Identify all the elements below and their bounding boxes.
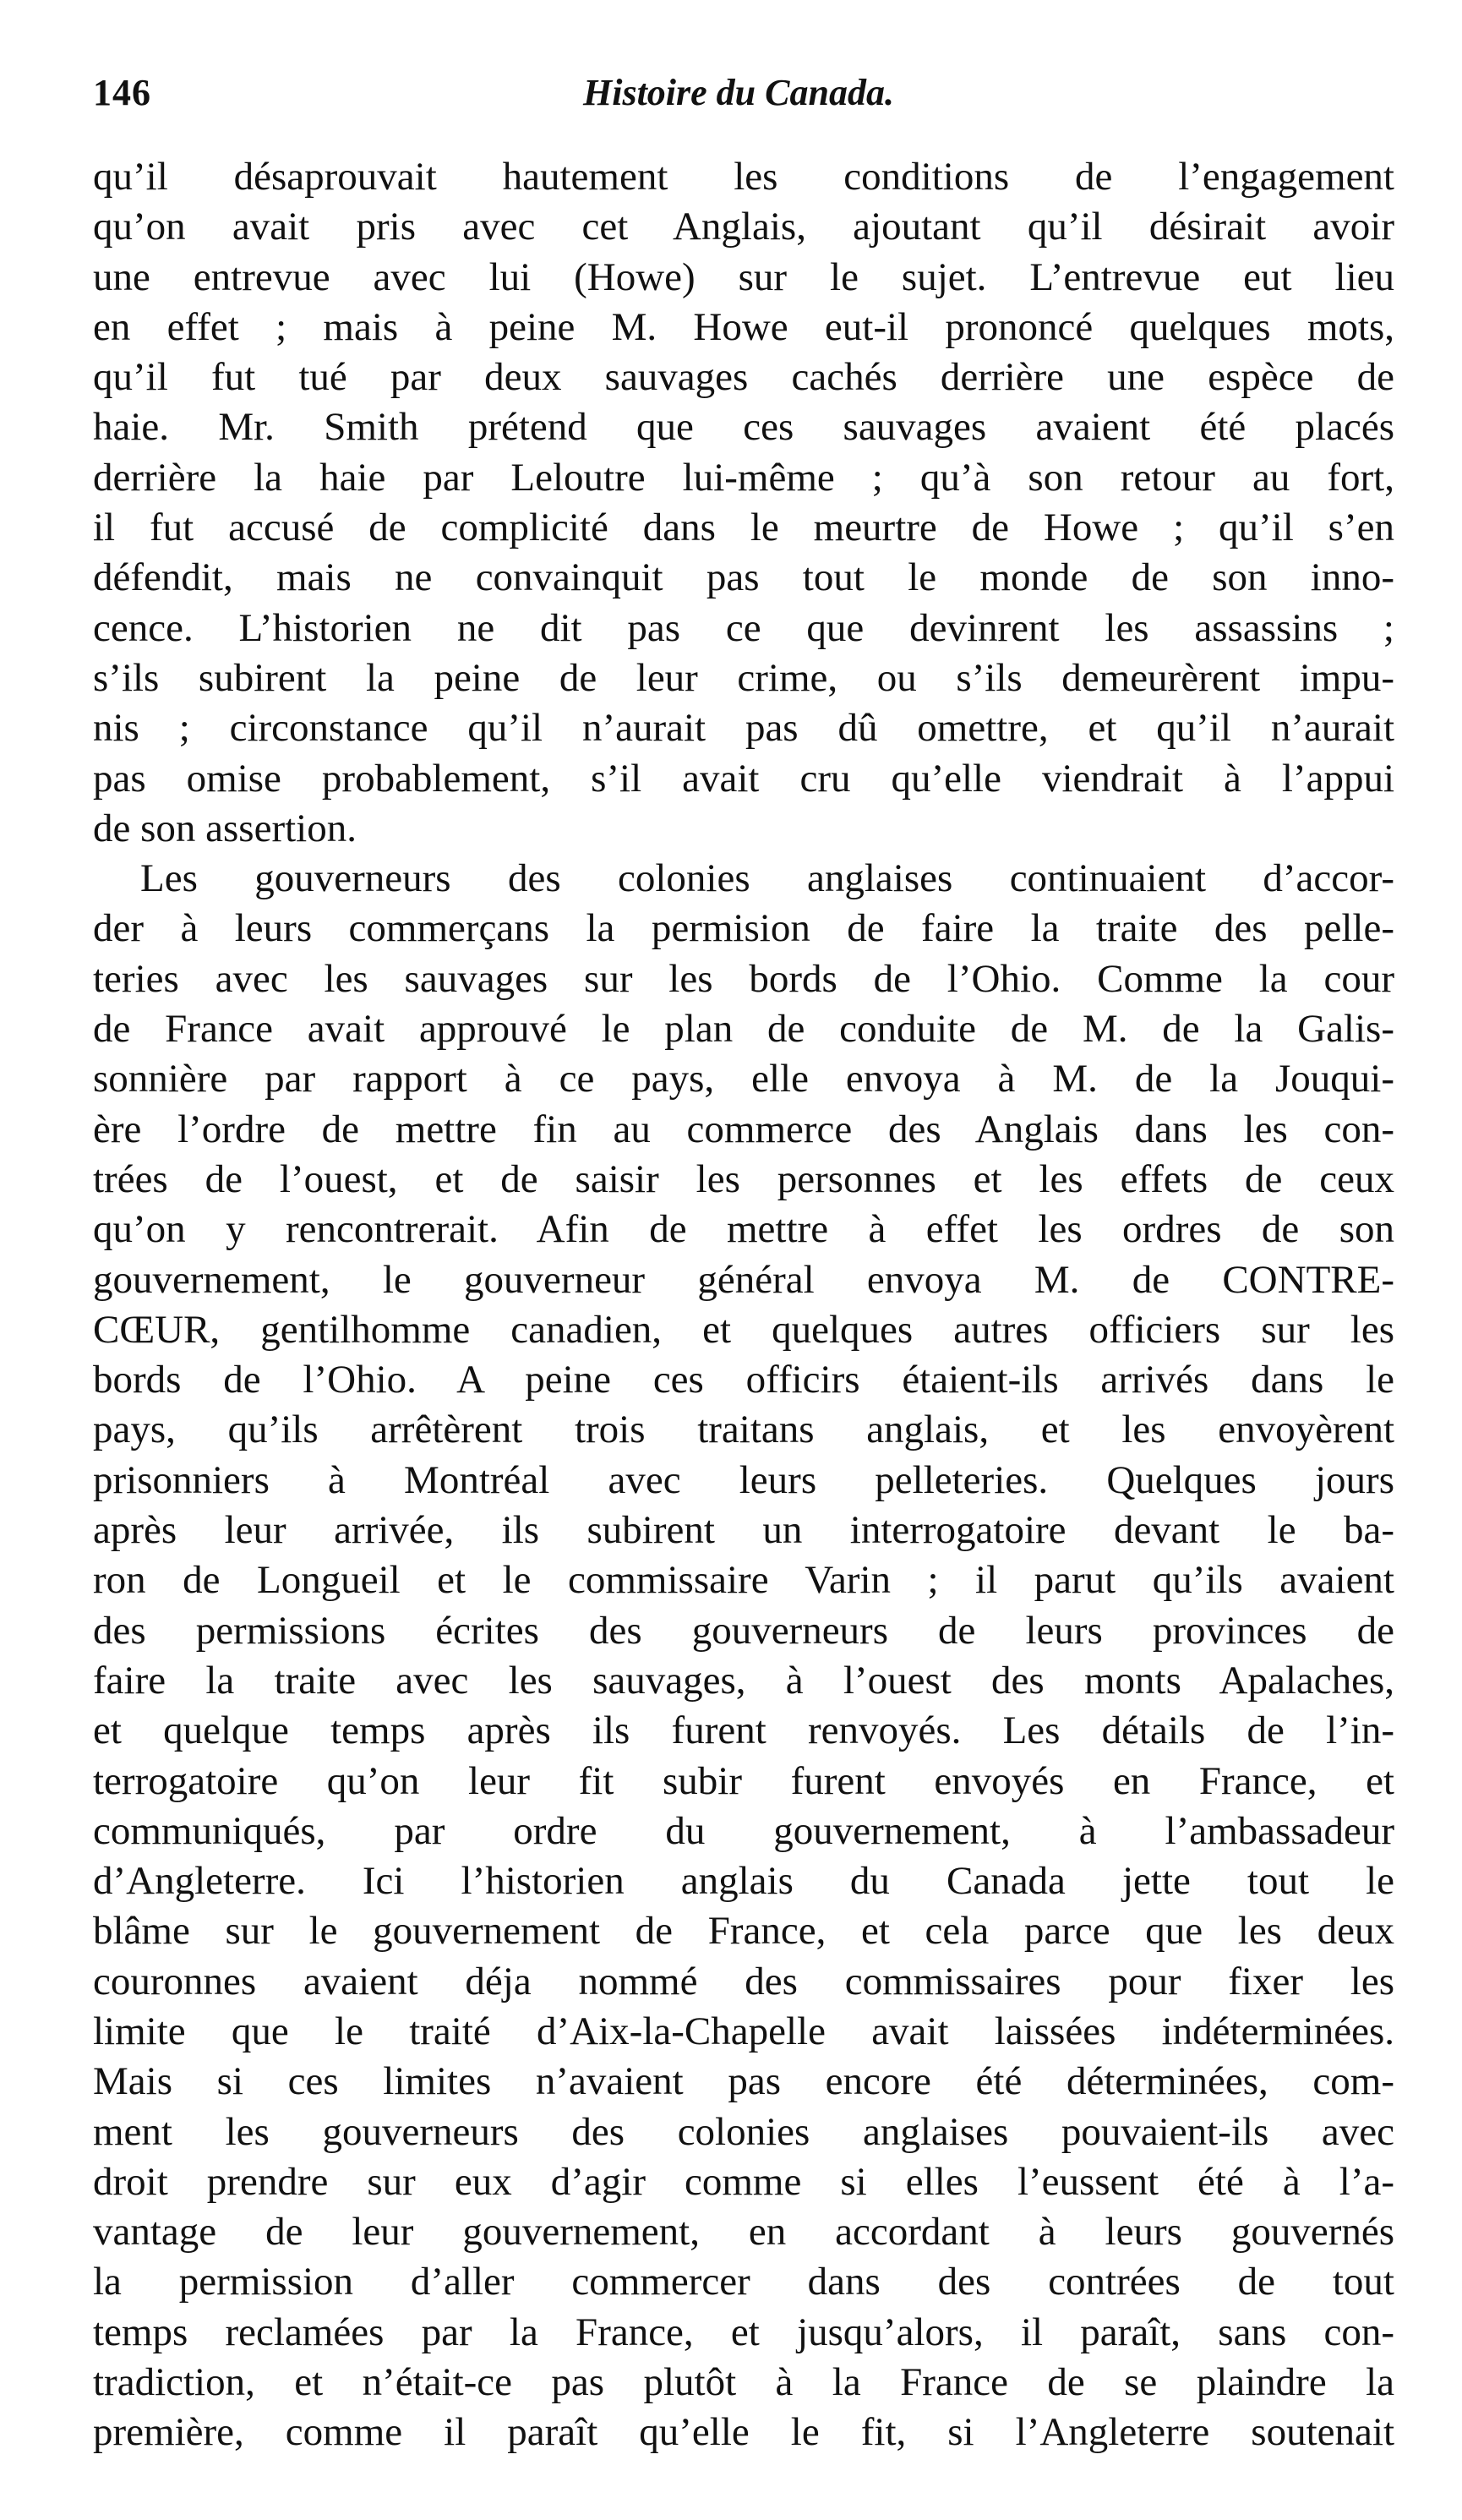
text-line: en effet ; mais à peine M. Howe eut-il prononcé quelques mots, [93,304,1394,349]
text-line: bords de l’Ohio. A peine ces officirs étaient-ils arrivés dans le [93,1358,1394,1402]
text-line: défendit, mais ne convainquit pas tout le monde de son inno- [93,555,1394,600]
text-line: ment les gouverneurs des colonies anglaises pouvaient-ils avec [93,2109,1394,2154]
text-line: la permission d’aller commercer dans des contrées de tout [93,2260,1394,2304]
running-title: Histoire du Canada. [583,72,894,113]
text-line: teries avec les sauvages sur les bords de l’Ohio. Comme la cour [93,956,1394,1001]
text-line: blâme sur le gouvernement de France, et cela parce que les deux [93,1909,1394,1954]
text-line: limite que le traité d’Aix-la-Chapelle avait laissées indéterminées. [93,2009,1394,2053]
text-line: terrogatoire qu’on leur fit subir furent envoyés en France, et [93,1758,1394,1803]
page-header [93,68,1394,127]
text-line: prisonniers à Montréal avec leurs pelleteries. Quelques jours [93,1457,1394,1502]
text-line: pas omise probablement, s’il avait cru qu’elle viendrait à l’appui [93,756,1394,801]
body-text [93,152,1394,2458]
text-line: ron de Longueil et le commissaire Varin ; il parut qu’ils avaient [93,1558,1394,1603]
text-line: temps reclamées par la France, et jusqu’alors, il paraît, sans con- [93,2310,1394,2354]
text-line: cence. L’historien ne dit pas ce que devinrent les assassins ; [93,605,1394,650]
text-line: pays, qu’ils arrêtèrent trois traitans anglais, et les envoyèrent [93,1408,1394,1452]
text-line: gouvernement, le gouverneur général envoya M. de CONTRE- [93,1257,1394,1302]
text-line: droit prendre sur eux d’agir comme si elles l’eussent été à l’a- [93,2159,1394,2204]
text-line: trées de l’ouest, et de saisir les personnes et les effets de ceux [93,1156,1394,1201]
text-line: vantage de leur gouvernement, en accordant à leurs gouvernés [93,2210,1394,2255]
text-line: couronnes avaient déja nommé des commissaires pour fixer les [93,1959,1394,2003]
book-page [93,68,1394,2455]
text-line: de France avait approuvé le plan de conduite de M. de la Galis- [93,1007,1394,1052]
text-line: et quelque temps après ils furent renvoyés. Les détails de l’in- [93,1708,1394,1753]
text-line: de son assertion. [93,806,357,850]
text-line: s’ils subirent la peine de leur crime, ou s’ils demeurèrent impu- [93,655,1394,700]
text-line: der à leurs commerçans la permision de faire la traite des pelle- [93,906,1394,951]
page-number: 146 [93,72,151,113]
text-line: des permissions écrites des gouverneurs de leurs provinces de [93,1608,1394,1653]
text-line: une entrevue avec lui (Howe) sur le sujet. L’entrevue eut lieu [93,254,1394,299]
text-line: ère l’ordre de mettre fin au commerce des Anglais dans les con- [93,1107,1394,1151]
text-line: Mais si ces limites n’avaient pas encore été déterminées, com- [93,2059,1394,2104]
text-line: qu’on y rencontrerait. Afin de mettre à effet les ordres de son [93,1207,1394,1252]
text-line: première, comme il paraît qu’elle le fit, si l’Angleterre soutenait [93,2410,1394,2455]
text-line: qu’il désaprouvait hautement les conditions de l’engagement [93,155,1394,199]
text-line: faire la traite avec les sauvages, à l’ouest des monts Apalaches, [93,1658,1394,1703]
text-line: il fut accusé de complicité dans le meurtre de Howe ; qu’il s’en [93,506,1394,550]
text-line: CŒUR, gentilhomme canadien, et quelques autres officiers sur les [93,1307,1394,1352]
text-line: après leur arrivée, ils subirent un interrogatoire devant le ba- [93,1508,1394,1553]
text-line: qu’on avait pris avec cet Anglais, ajoutant qu’il désirait avoir [93,205,1394,249]
text-line: sonnière par rapport à ce pays, elle envoya à M. de la Jouqui- [93,1057,1394,1101]
text-line: communiqués, par ordre du gouvernement, à l’ambassadeur [93,1808,1394,1853]
text-line: derrière la haie par Leloutre lui-même ; qu’à son retour au fort, [93,455,1394,500]
text-line: qu’il fut tué par deux sauvages cachés derrière une espèce de [93,355,1394,400]
text-line: haie. Mr. Smith prétend que ces sauvages avaient été placés [93,405,1394,450]
text-line: d’Angleterre. Ici l’historien anglais du Canada jette tout le [93,1859,1394,1904]
text-line: nis ; circonstance qu’il n’aurait pas dû omettre, et qu’il n’aurait [93,706,1394,751]
text-line: tradiction, et n’était-ce pas plutôt à la France de se plaindre la [93,2360,1394,2405]
text-line: Les gouverneurs des colonies anglaises continuaient d’accor- [140,856,1394,901]
